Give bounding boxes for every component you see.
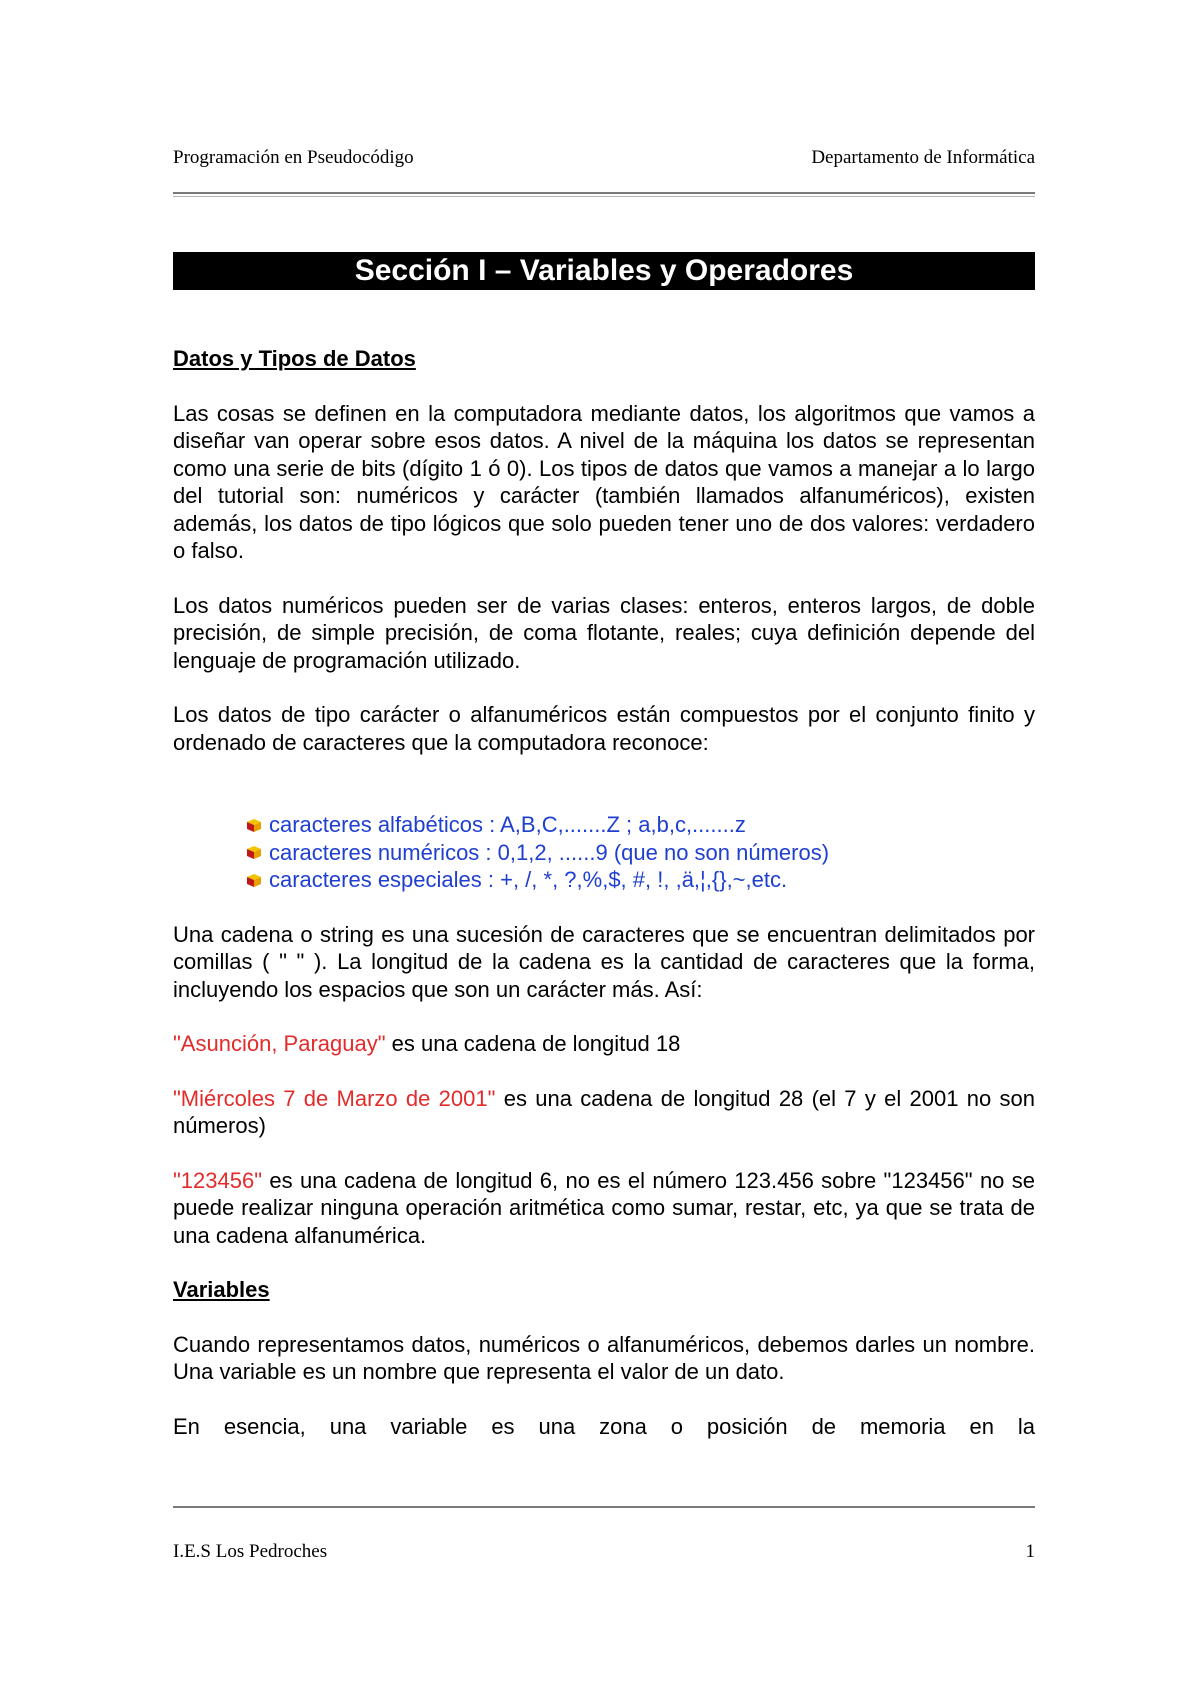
page-footer: [173, 1541, 1035, 1563]
heading-datos: Datos y Tipos de Datos: [173, 346, 416, 371]
section-title: Sección I – Variables y Operadores: [173, 252, 1035, 290]
character-types-list: [173, 811, 1035, 894]
bullet-text: caracteres especiales : +, /, *, ?,%,$, #, !, ,ä,¦,{},~,etc.: [269, 867, 788, 892]
example-1-string: "Asunción, Paraguay": [173, 1031, 386, 1056]
cube-bullet-icon: [245, 871, 263, 889]
example-1-text: es una cadena de longitud 18: [385, 1031, 681, 1056]
bullet-text: caracteres numéricos : 0,1,2, ......9 (que no son números): [269, 839, 830, 865]
cube-bullet-icon: [245, 843, 263, 861]
document-body: [173, 345, 1035, 1440]
footer-left: I.E.S Los Pedroches: [173, 1541, 328, 1562]
example-3-string: "123456": [173, 1167, 263, 1193]
example-3: [173, 1167, 1035, 1250]
bullet-text: caracteres alfabéticos : A,B,C,.......Z ; a,b,c,.......z: [269, 812, 746, 837]
paragraph-3: Los datos de tipo carácter o alfanuméricos están compuestos por el conjunto finito y ordenado de caracteres que la computadora reconoce:: [173, 702, 1035, 755]
example-1: [173, 1030, 1035, 1058]
page-number: 1: [1025, 1541, 1035, 1562]
example-2: [173, 1085, 1035, 1140]
paragraph-6: En esencia, una variable es una zona o posición de memoria en la: [173, 1413, 1035, 1439]
paragraph-1: Las cosas se definen en la computadora mediante datos, los algoritmos que vamos a diseñar van operar sobre esos datos. A nivel de la máquina los datos se representan como una serie de bits (dígito 1 ó 0). Los tipos de datos que vamos a manejar a lo largo del tutorial son: numéricos y carácter (también llamados alfanuméricos), existen además, los datos de tipo lógicos que solo pueden tener uno de dos valores: verdadero o falso.: [173, 400, 1035, 563]
list-item: [245, 811, 1035, 839]
example-2-string: "Miércoles 7 de Marzo de 2001": [173, 1085, 496, 1111]
header-rule: [173, 192, 1035, 197]
paragraph-2: Los datos numéricos pueden ser de varias clases: enteros, enteros largos, de doble precisión, de simple precisión, de coma flotante, reales; cuya definición depende del lenguaje de programación utilizado.: [173, 592, 1035, 673]
paragraph-4: Una cadena o string es una sucesión de caracteres que se encuentran delimitados por comillas ( " " ). La longitud de la cadena es la cantidad de caracteres que la forma, incluyendo los espacios que son un carácter más. Así:: [173, 921, 1035, 1002]
paragraph-5: Cuando representamos datos, numéricos o alfanuméricos, debemos darles un nombre. Una variable es un nombre que representa el valor de un dato.: [173, 1331, 1035, 1384]
document-page: [173, 0, 1035, 1698]
header-left: Programación en Pseudocódigo: [173, 147, 414, 168]
example-2-text: es una cadena de longitud 28 (el 7 y el 2001 no son números): [173, 1085, 1035, 1138]
footer-rule: [173, 1506, 1035, 1508]
list-item: [245, 839, 1035, 867]
example-3-text: es una cadena de longitud 6, no es el número 123.456 sobre "123456" no se puede realizar ninguna operación aritmética como sumar, restar, etc, ya que se trata de una cadena alfanumérica.: [173, 1167, 1035, 1248]
list-item: [245, 866, 1035, 894]
cube-bullet-icon: [245, 816, 263, 834]
page-header: [173, 147, 1035, 169]
heading-variables: Variables: [173, 1277, 270, 1302]
header-right: Departamento de Informática: [811, 147, 1035, 168]
